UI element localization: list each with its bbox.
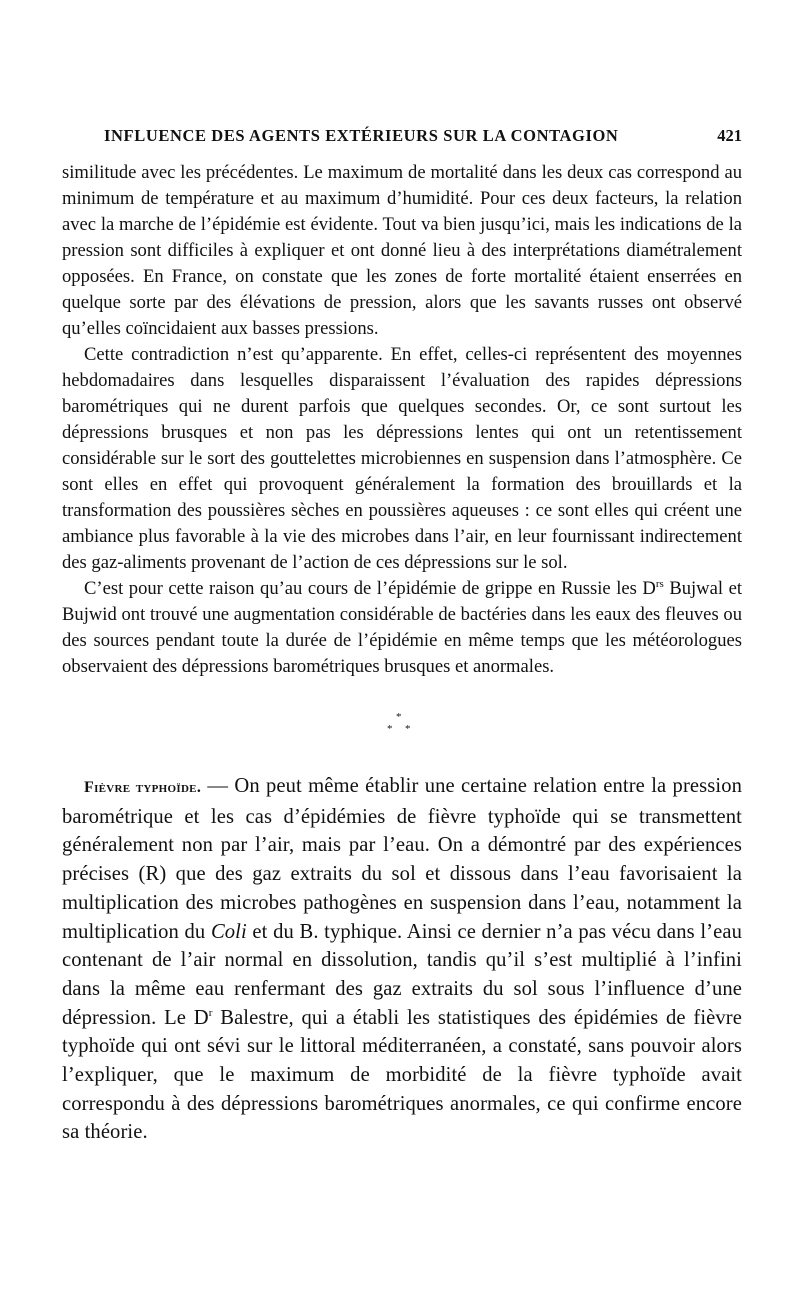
influenza-section [62, 160, 742, 680]
paragraph-russia-grippe [62, 576, 742, 680]
coli-italic: Coli [210, 920, 247, 943]
paragraph-typhoid [62, 772, 742, 1147]
p3-text-a: C’est pour cette raison qu’au cours de l’épidémie de grippe en Russie les D [84, 578, 656, 599]
doctors-superscript: rs [655, 577, 664, 590]
section-heading-typhoid: Fièvre typhoïde. [84, 779, 202, 796]
typhoid-text-c: Balestre, qui a établi les statistiques des épidémies de fièvre typhoïde qui ont sévi sur le littoral méditerranéen, a constaté, sans pouvoir alors l’expliquer, que le maximum de morbidité de la fièvre typhoïde avait correspondu à des dépressions barométriques anormales, ce qui confirme encore sa théorie. [62, 1006, 742, 1144]
asterism-star-right: * [405, 723, 411, 735]
asterism-star-left: * [387, 723, 393, 735]
running-title: INFLUENCE DES AGENTS EXTÉRIEURS SUR LA CONTAGION [104, 126, 619, 145]
typhoid-section [62, 772, 742, 1147]
doctor-superscript: r [208, 1006, 213, 1019]
paragraph-contradiction: Cette contradiction n’est qu’apparente. En effet, celles-ci représentent des moyennes hebdomadaires dans lesquelles disparaissent l’évaluation des rapides dépressions barométriques qui ne durent parfois que quelques secondes. Or, ce sont surtout les dépressions brusques et non pas les dépressions lentes qui ont un retentissement considérable sur le sort des gouttelettes microbiennes en suspension dans l’atmosphère. Ce sont elles en effet qui provoquent généralement la formation des brouillards et la transformation des poussières sèches en poussières aqueuses : ce sont elles qui créent une ambiance plus favorable à la vie des microbes dans l’air, en leur fournissant indirectement des gaz-aliments provenant de l’action de ces dépressions sur le sol. [62, 344, 742, 573]
running-header [104, 126, 742, 146]
book-page [62, 126, 742, 1147]
asterism-star-top: * [396, 711, 402, 723]
page-number: 421 [717, 126, 742, 145]
asterism-separator [62, 680, 742, 772]
p3-text-b: Bujwal et Bujwid ont trouvé une augmentation considérable de bactéries dans les eaux des fleuves ou des sources pendant toute la durée de l’épidémie en même temps que les météorologues observaient des dépressions barométriques brusques et anormales. [62, 578, 742, 677]
paragraph-continuation: similitude avec les précédentes. Le maximum de mortalité dans les deux cas correspond au minimum de température et au maximum d’humidité. Pour ces deux facteurs, la relation avec la marche de l’épidémie est évidente. Tout va bien jusqu’ici, mais les indications de la pression sont difficiles à expliquer et ont donné lieu à des interprétations diamétralement opposées. En France, on constate que les zones de forte mortalité étaient enserrées en quelque sorte par des élévations de pression, alors que les savants russes ont observé qu’elles coïncidaient aux basses pressions. [62, 162, 742, 339]
typhoid-text-a: — On peut même établir une certaine relation entre la pression barométrique et les cas d’épidémies de fièvre typhoïde qui se transmettent généralement non par l’air, mais par l’eau. On a démontré par des expériences précises (R) que des gaz extraits du sol et dissous dans l’eau favorisaient la multiplication des microbes pathogènes en suspension dans l’eau, notamment la multiplication du [62, 775, 742, 943]
typhoid-text-b: et du B. typhique. Ainsi ce dernier n’a pas vécu dans l’eau contenant de l’air normal en dissolution, tandis qu’il s’est multiplié à l’infini dans la même eau renfermant des gaz extraits du sol sous l’influence d’une dépression. Le D [62, 920, 742, 1029]
